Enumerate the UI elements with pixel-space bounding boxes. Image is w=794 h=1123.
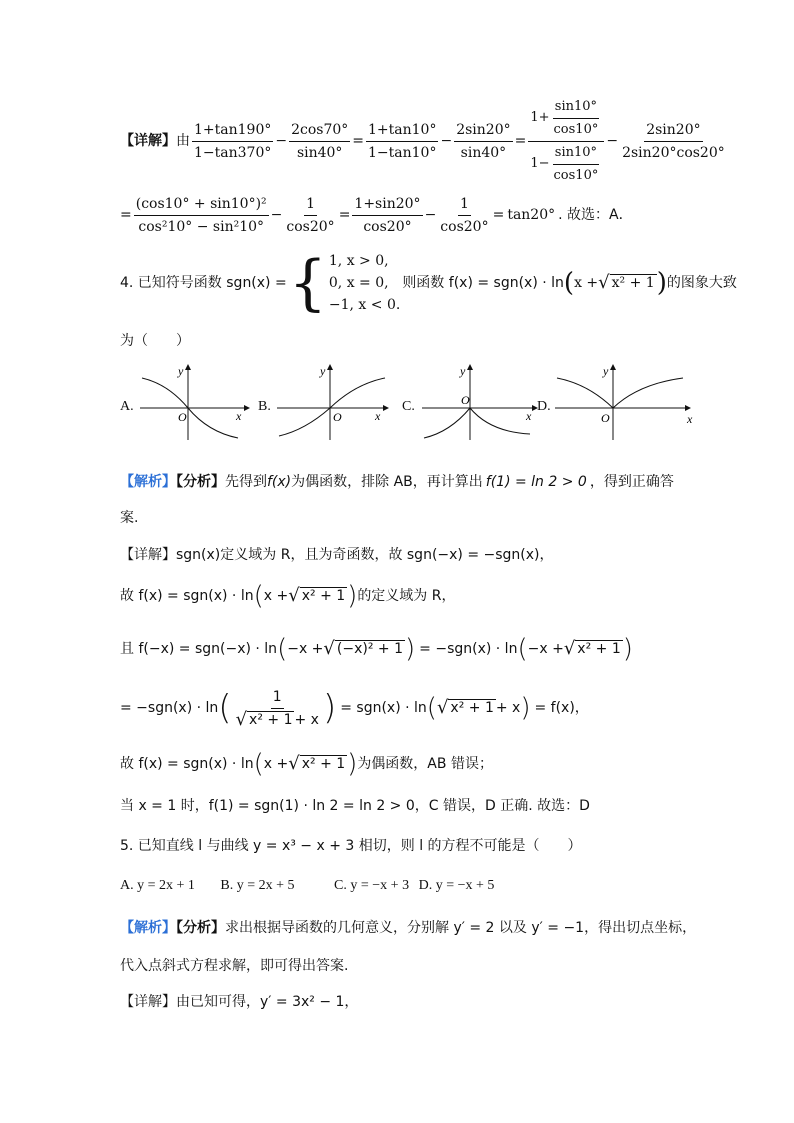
fraction: $\frac{1}{\cos 20^\circ}$ xyxy=(286,195,335,235)
fraction: $\frac{2\cos 70^\circ}{\sin 40^\circ}$ xyxy=(291,121,349,161)
detail-line-1: 【详解】 由 $\frac{1+\tan 190^\circ}{1-\tan 370^\circ}$ − $\frac{2\cos 70^\circ}{\sin 40^\circ}$ = $\frac{1+\tan 10^\circ}{1-\tan 10^\circ}$ − $\frac{2\sin 20^\circ}{\sin 40^\circ}$ = 1+ $\frac{\sin 10^\circ}{\cos 10^\circ}$ 1− $\frac{\sin 10^\circ}{\cos 10^\circ}$ − $\frac{2\sin 20^\circ}{2\sin 20^\circ\cos 20^\circ}$ xyxy=(120,104,729,178)
detail-line-2: = $\frac{\text{(cos10° + sin10°)²}}{\text{cos²10° − sin²10°}}$ − $\frac{1}{\cos 20^\circ}$ = $\frac{1+\sin 20^\circ}{\cos 20^\circ}$ − $\frac{1}{\cos 20^\circ}$ = tan20° . 故选：A． xyxy=(120,195,633,235)
answer-text: . 故选：A． xyxy=(558,207,633,223)
fraction: $\frac{1+\sin 20^\circ}{\cos 20^\circ}$ xyxy=(354,195,421,235)
result: tan20° xyxy=(507,207,556,223)
compound-fraction: 1+ $\frac{\sin 10^\circ}{\cos 10^\circ}$ 1− $\frac{\sin 10^\circ}{\cos 10^\circ}$ xyxy=(528,97,604,186)
graph-d xyxy=(553,362,698,442)
svg-text:O: O xyxy=(178,410,187,424)
fraction: $\frac{2\sin 20^\circ}{\sin 40^\circ}$ xyxy=(456,121,511,161)
svg-text:O: O xyxy=(601,411,610,425)
fenxi-tag: 【分析】 xyxy=(176,474,225,490)
question-5-options xyxy=(120,876,494,896)
detail-q4-line-3: 且 f(−x) = sgn(−x) · ln ( −x + √ (−x)² + 1 ) = −sgn(x) · ln ( −x + √ x² + 1 ) xyxy=(120,634,633,664)
svg-text:x: x xyxy=(236,409,242,423)
detail-q4-line-2: 故 f(x) = sgn(x) · ln ( x + √ x² + 1 ) 的定义域为 R， xyxy=(120,581,456,611)
option-d-label: D. xyxy=(537,399,551,414)
svg-text:x: x xyxy=(375,409,381,423)
graph-a xyxy=(138,362,253,442)
detail-tag: 【详解】 xyxy=(120,133,176,149)
q5-option-a: A. y = 2x + 1 xyxy=(120,878,195,893)
svg-text:O: O xyxy=(333,410,342,424)
detail-q4-line-5: 故 f(x) = sgn(x) · ln ( x + √ x² + 1 ) 为偶函数，AB 错误； xyxy=(120,749,493,779)
q5-option-c: C. y = −x + 3 xyxy=(334,878,410,893)
svg-text:y: y xyxy=(320,364,326,378)
analysis-line-1: 【解析】【分析】先得到f(x)为偶函数，排除 AB，再计算出 f(1) = ln 2 > 0 ，得到正确答 xyxy=(120,474,674,490)
fraction: $\frac{\text{(cos10° + sin10°)²}}{\text{cos²10° − sin²10°}}$ xyxy=(135,195,267,235)
question-4-line2: 为（ ） xyxy=(120,333,190,349)
analysis-tag: 【解析】 xyxy=(120,474,176,490)
piecewise-cases: 1, x > 0, 0, x = 0, −1, x < 0. xyxy=(328,253,401,313)
option-b-label: B. xyxy=(258,399,271,414)
svg-text:y: y xyxy=(603,364,609,378)
analysis-line-2: 案. xyxy=(120,510,139,526)
detail-q4-line-4: = −sgn(x) · ln ( 1 √ x² + 1 + x ) = sgn(x) · ln ( √ x² + 1 + x ) = f(x)， xyxy=(120,688,589,730)
option-a-label: A. xyxy=(120,399,134,414)
sqrt: √ x² + 1 xyxy=(598,272,655,293)
svg-text:O: O xyxy=(461,393,470,407)
q5-option-d: D. y = −x + 5 xyxy=(418,878,495,893)
detail-q5-line-1: 【详解】由已知可得，y′ = 3x² − 1， xyxy=(120,994,359,1010)
svg-text:x: x xyxy=(687,412,693,426)
brace: { xyxy=(288,248,327,318)
svg-text:y: y xyxy=(178,364,184,378)
question-4: 4. 已知符号函数 sgn(x) = { 1, x > 0, 0, x = 0, −1, x < 0. 则函数 f(x) = sgn(x) · ln ( x + √ x² + 1 ) 的图象大致 xyxy=(120,248,737,318)
option-graphs xyxy=(110,362,700,442)
analysis-q5-line-1: 【解析】【分析】求出根据导函数的几何意义，分别解 y′ = 2 以及 y′ = −1，得出切点坐标， xyxy=(120,920,697,936)
fraction: $\frac{1}{\cos 20^\circ}$ xyxy=(440,195,489,235)
fraction: $\frac{1+\tan 190^\circ}{1-\tan 370^\circ}$ xyxy=(194,121,272,161)
fraction: $\frac{2\sin 20^\circ}{2\sin 20^\circ\cos 20^\circ}$ xyxy=(622,121,725,161)
question-5: 5. 已知直线 l 与曲线 y = x³ − x + 3 相切，则 l 的方程不可能是（ ） xyxy=(120,838,582,854)
graph-b xyxy=(275,362,395,442)
graph-c xyxy=(420,362,545,442)
fraction: $\frac{1+\tan 10^\circ}{1-\tan 10^\circ}$ xyxy=(368,121,437,161)
q5-option-b: B. y = 2x + 5 xyxy=(220,878,295,893)
detail-q4-line-6: 当 x = 1 时，f(1) = sgn(1) · ln 2 = ln 2 > 0，C 错误，D 正确. 故选：D xyxy=(120,798,590,814)
analysis-q5-line-2: 代入点斜式方程求解，即可得出答案. xyxy=(120,958,349,974)
detail-q4-line-1: 【详解】sgn(x)定义域为 R，且为奇函数，故 sgn(−x) = −sgn(x)， xyxy=(120,547,554,563)
option-c-label: C. xyxy=(402,399,415,414)
svg-text:x: x xyxy=(526,409,532,423)
svg-text:y: y xyxy=(460,364,466,378)
detail-lead: 由 xyxy=(176,133,190,149)
